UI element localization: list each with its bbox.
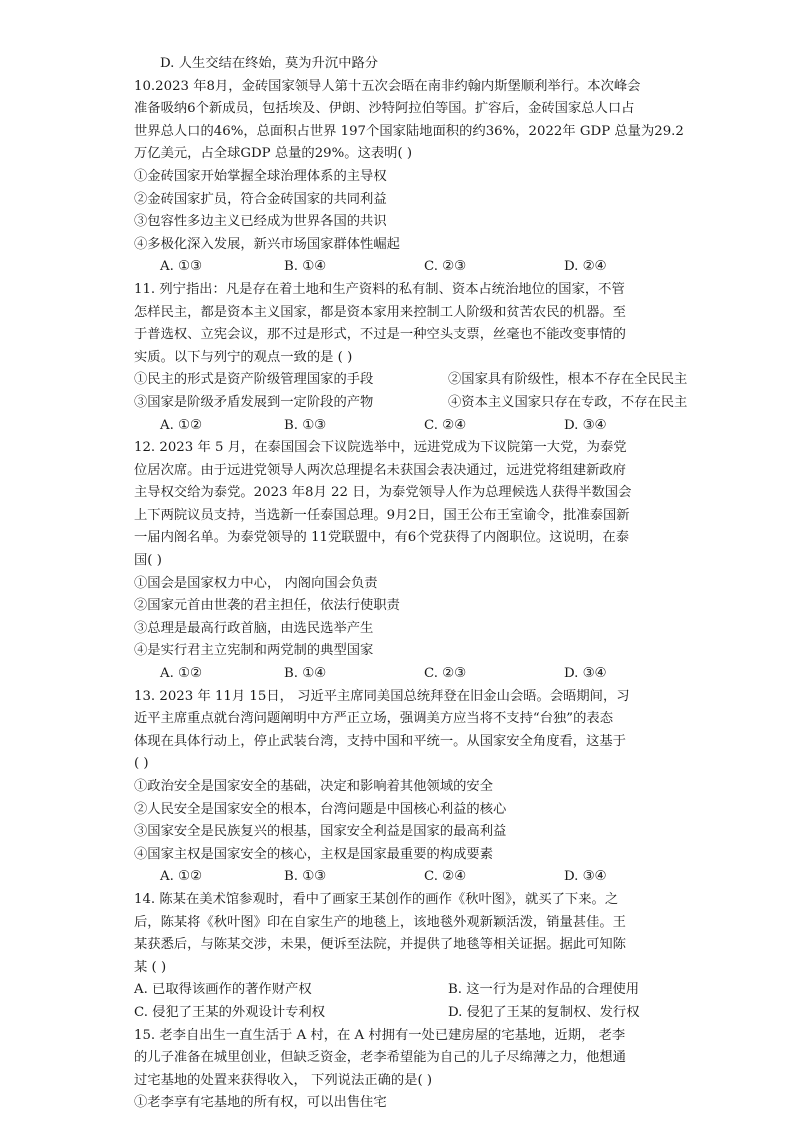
q12-stem-line: 12. 2023 年 5 月，在泰国国会下议院选举中，远进党成为下议院第一大党，为泰党	[134, 440, 627, 456]
q12-stem-line: 国( )	[134, 553, 162, 569]
q10-stem-line: 准备吸纳6个新成员，包括埃及、伊朗、沙特阿拉伯等国。扩容后，金砖国家总人口占	[134, 101, 635, 117]
q12-stem-line: 上下两院议员支持，当选新一任泰国总理。9月2日，国王公布王室谕令，批准泰国新	[134, 507, 630, 523]
q10-choice-a[interactable]: A. ①③	[160, 259, 202, 275]
q15-stem-line: 的儿子准备在城里创业，但缺乏资金，老李希望能为自己的儿子尽绵薄之力，他想通	[134, 1050, 626, 1066]
q11-choice-b[interactable]: B. ①③	[284, 417, 327, 433]
q12-choice-b[interactable]: B. ①④	[284, 666, 327, 682]
q10-statement: ②金砖国家扩员，符合金砖国家的共同利益	[134, 191, 387, 207]
q11-choice-c[interactable]: C. ②④	[424, 417, 466, 433]
q13-statement: ②人民安全是国家安全的根本，台湾问题是中国核心利益的核心	[134, 801, 507, 817]
q13-choice-b[interactable]: B. ①③	[284, 869, 327, 885]
q13-statement: ④国家主权是国家安全的核心，主权是国家最重要的构成要素	[134, 846, 494, 862]
exam-page	[134, 53, 724, 1115]
question-10	[134, 76, 724, 279]
q12-statement: ②国家元首由世袭的君主担任，依法行使职责	[134, 598, 400, 614]
q10-stem-line: 10.2023 年8月，金砖国家领导人第十五次会晤在南非约翰内斯堡顺利举行。本次峰会	[134, 78, 641, 94]
q11-statement: ①民主的形式是资产阶级管理国家的手段	[134, 372, 374, 388]
q14-choice-d[interactable]: D. 侵犯了王某的复制权、发行权	[448, 1004, 640, 1020]
q13-stem-line: ( )	[134, 756, 149, 772]
q14-stem-line: 14. 陈某在美术馆参观时，看中了画家王某创作的画作《秋叶图》，就买了下来。之	[134, 891, 619, 907]
q15-stem-line: 15. 老李自出生一直生活于 A 村，在 A 村拥有一处已建房屋的宅基地，近期， 老李	[134, 1027, 626, 1043]
q13-stem-line: 体现在具体行动上，停止武装台湾，支持中国和平统一。从国家安全角度看，这基于	[134, 733, 626, 749]
q13-choices	[134, 866, 724, 889]
q10-choices	[134, 256, 724, 279]
q12-stem-line: 一届内阁名单。为泰党领导的 11党联盟中，有6个党获得了内阁职位。这说明，在泰	[134, 530, 629, 546]
q10-stem-line: 万亿美元，占全球GDP 总量的29%。这表明( )	[134, 146, 413, 162]
q14-choice-row	[134, 1002, 724, 1025]
q11-stem-line: 11. 列宁指出：凡是存在着土地和生产资料的私有制、资本占统治地位的国家，不管	[134, 281, 625, 297]
q11-statement: ③国家是阶级矛盾发展到一定阶段的产物	[134, 394, 374, 410]
q12-statement: ④是实行君主立宪制和两党制的典型国家	[134, 643, 374, 659]
q13-stem-line: 近平主席重点就台湾问题阐明中方严正立场，强调美方应当将不支持“台独”的表态	[134, 711, 613, 727]
q11-choice-d[interactable]: D. ③④	[564, 417, 607, 433]
q12-choice-a[interactable]: A. ①②	[160, 666, 202, 682]
q13-choice-c[interactable]: C. ②④	[424, 869, 466, 885]
q15-statement: ①老李享有宅基地的所有权，可以出售住宅	[134, 1095, 387, 1111]
q14-choice-row	[134, 979, 724, 1002]
q13-statement: ①政治安全是国家安全的基础，决定和影响着其他领域的安全	[134, 779, 494, 794]
q14-choice-a[interactable]: A. 已取得该画作的著作财产权	[134, 982, 312, 998]
q11-statement: ②国家具有阶级性，根本不存在全民民主	[448, 372, 688, 388]
question-11	[134, 279, 724, 437]
q11-choices	[134, 415, 724, 438]
question-14	[134, 889, 724, 1025]
q12-choice-d[interactable]: D. ③④	[564, 666, 607, 682]
q10-stem-line: 世界总人口的46%，总面积占世界 197个国家陆地面积的约36%，2022年 GDP 总量为29.2	[134, 123, 684, 139]
q14-choice-c[interactable]: C. 侵犯了王某的外观设计专利权	[134, 1004, 326, 1020]
q10-choice-d[interactable]: D. ②④	[564, 259, 607, 275]
q13-stem-line: 13. 2023 年 11月 15日， 习近平主席同美国总统拜登在旧金山会晤。会晤期间，习	[134, 688, 630, 704]
q14-choice-b[interactable]: B. 这一行为是对作品的合理使用	[448, 982, 640, 998]
q12-statement: ①国会是国家权力中心， 内阁向国会负责	[134, 575, 378, 591]
question-15	[134, 1025, 724, 1115]
q10-statement: ④多极化深入发展，新兴市场国家群体性崛起	[134, 236, 400, 252]
q15-stem-line: 过宅基地的处置来获得收入， 下列说法正确的是( )	[134, 1072, 433, 1088]
q14-stem-line: 某获悉后，与陈某交涉，未果，便诉至法院，并提供了地毯等相关证据。据此可知陈	[134, 937, 626, 953]
q11-statement-row	[134, 392, 724, 415]
q12-statement: ③总理是最高行政首脑，由选民选举产生	[134, 620, 374, 636]
q13-statement: ③国家安全是民族复兴的根基，国家安全利益是国家的最高利益	[134, 824, 507, 840]
q12-choice-c[interactable]: C. ②③	[424, 666, 466, 682]
q13-choice-d[interactable]: D. ③④	[564, 869, 607, 885]
q10-choice-c[interactable]: C. ②③	[424, 259, 466, 275]
q12-choices	[134, 663, 724, 686]
q11-stem-line: 怎样民主，都是资本主义国家，都是资本家用来控制工人阶级和贫苦农民的机器。至	[134, 304, 626, 320]
q10-statement: ①金砖国家开始掌握全球治理体系的主导权	[134, 168, 387, 184]
question-13	[134, 686, 724, 889]
q12-stem-line: 主导权交给为泰党。2023 年8月 22 日，为泰党领导人作为总理候选人获得半数国会	[134, 485, 632, 501]
q13-choice-a[interactable]: A. ①②	[160, 869, 202, 885]
q11-statement-row	[134, 369, 724, 392]
q11-choice-a[interactable]: A. ①②	[160, 417, 202, 433]
q10-statement: ③包容性多边主义已经成为世界各国的共识	[134, 214, 387, 230]
q10-choice-b[interactable]: B. ①④	[284, 259, 327, 275]
question-12	[134, 437, 724, 686]
q11-stem-line: 实质。以下与列宁的观点一致的是 ( )	[134, 349, 353, 365]
q14-stem-line: 某 ( )	[134, 959, 167, 975]
q11-statement: ④资本主义国家只存在专政，不存在民主	[448, 394, 688, 410]
q9-option-d: D. 人生交结在终始，莫为升沉中路分	[160, 56, 379, 71]
q14-stem-line: 后，陈某将《秋叶图》印在自家生产的地毯上，该地毯外观新颖活泼，销量甚佳。王	[134, 914, 626, 930]
q12-stem-line: 位居次席。由于远进党领导人两次总理提名未获国会表决通过，远进党将组建新政府	[134, 462, 626, 478]
q11-stem-line: 于普选权、立宪会议，那不过是形式，不过是一种空头支票，丝毫也不能改变事情的	[134, 327, 626, 343]
